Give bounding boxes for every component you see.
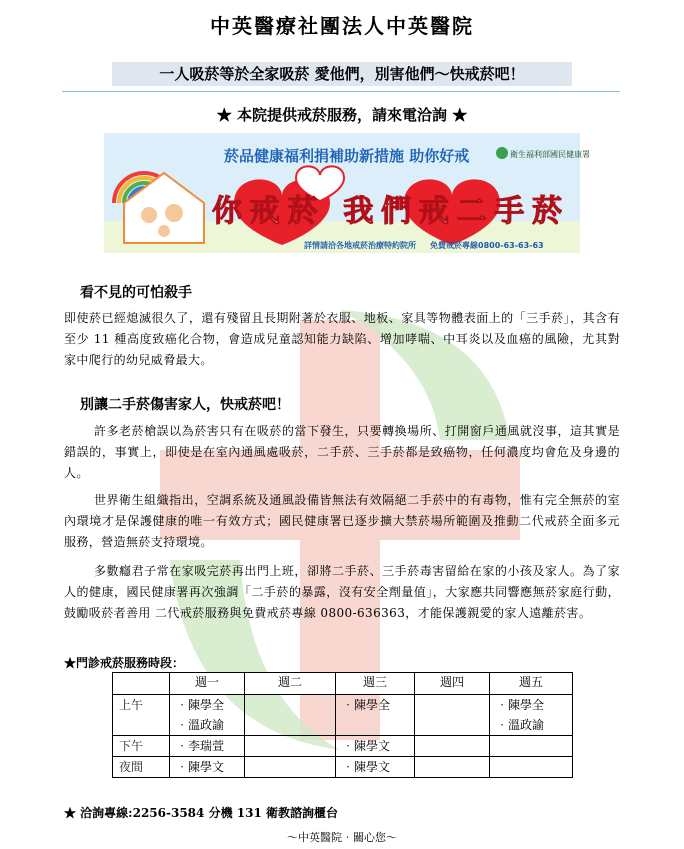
service-line: ★ 本院提供戒菸服務，請來電洽詢 ★ [216,106,468,124]
schedule-header-row [113,673,573,695]
column-header: 週三 [336,673,415,695]
schedule-cell [170,736,245,757]
banner-headline: 菸品健康福利捐補助新措施 助你好戒 [224,147,470,165]
smoking-cessation-banner [104,133,590,253]
paragraph-family: 多數癮君子常在家吸完菸再出門上班，卻將二手菸、三手菸毒害留給在家的小孩及家人。為了家人的健康，國民健康署再次強調「二手菸的暴露，沒有安全劑量值」，大家應共同響應無菸家庭行動，鼓勵吸菸者善用 二代戒菸服務與免費戒菸專線 0800-636363，才能保護親愛的家人遠離菸害。 [64,564,620,620]
schedule-cell [336,757,415,778]
column-header: 週四 [415,673,490,695]
contact-line: ★ 洽詢專線:2256-3584 分機 131 衛教諮詢櫃台 [64,806,338,820]
divider [62,91,620,92]
schedule-cell [415,736,490,757]
schedule-cell [415,695,490,736]
schedule-table [112,672,573,778]
period-label: 下午 [113,736,170,757]
schedule-cell [245,695,336,736]
agency-logo-icon [496,147,508,159]
footer-tagline: ～中英醫院‧關心您～ [287,831,397,844]
banner-details-left: 詳情請洽各地戒菸治療特約院所 [304,241,416,250]
doctor-name: ‧陳學文 [342,739,391,753]
period-label: 夜間 [113,757,170,778]
column-header: 週五 [490,673,573,695]
schedule-cell [490,757,573,778]
schedule-cell [490,736,573,757]
paragraph-misconception: 許多老菸槍誤以為菸害只有在吸菸的當下發生，只要轉換場所、打開窗戶通風就沒事，這其實是錯誤的，事實上，即使是在室內通風處吸菸，二手菸、三手菸都是致癌物，任何濃度均會危及身邊的人。 [64,424,620,480]
schedule-cell [336,736,415,757]
period-label: 上午 [113,695,170,736]
doctor-name: ‧陳學文 [342,760,391,774]
schedule-corner-cell [113,673,170,695]
schedule-cell [490,695,573,736]
schedule-cell [336,695,415,736]
doctor-name: ‧溫政諭 [496,718,545,732]
doctor-name: ‧陳學全 [496,698,545,712]
table-row [113,736,573,757]
table-row [113,757,573,778]
column-header: 週二 [245,673,336,695]
schedule-cell [415,757,490,778]
paragraph-third-hand-smoke: 即使菸已經熄滅很久了，還有殘留且長期附著於衣服、地板、家具等物體表面上的「三手菸」，其含有至少 11 種高度致癌化合物，會造成兒童認知能力缺陷、增加哮喘、中耳炎以及血癌的風險，尤其對家中爬行的幼兒威脅最大。 [64,311,620,367]
agency-name: 衛生福利部國民健康署 [510,150,590,159]
doctor-name: ‧李瑞萱 [176,739,225,753]
schedule-cell [170,695,245,736]
schedule-title: ★門診戒菸服務時段： [64,656,185,670]
schedule-cell [170,757,245,778]
paragraph-who: 世界衛生組織指出，空調系統及通風設備皆無法有效隔絕二手菸中的有毒物，惟有完全無菸的室內環境才是保護健康的唯一有效方式；國民健康署已逐步擴大禁菸場所範圍及推動二代戒菸全面多元服務，營造無菸支持環境。 [64,493,620,549]
section-heading-invisible-killer: 看不見的可怕殺手 [80,285,192,301]
doctor-name: ‧陳學全 [342,698,391,712]
banner-main-slogan: 你戒菸 我們戒二手菸 [212,194,562,229]
slogan-bar: 一人吸菸等於全家吸菸 愛他們，別害他們～快戒菸吧！ [112,62,572,86]
doctor-name: ‧陳學全 [176,698,225,712]
page-title: 中英醫療社團法人中英醫院 [210,14,474,38]
doctor-name: ‧陳學文 [176,760,225,774]
table-row [113,695,573,736]
doctor-name: ‧溫政諭 [176,718,225,732]
schedule-cell [245,736,336,757]
section-heading-quit-smoking: 別讓二手菸傷害家人，快戒菸吧！ [80,397,290,413]
column-header: 週一 [170,673,245,695]
schedule-cell [245,757,336,778]
banner-hotline: 免費戒菸專線0800-63-63-63 [430,241,544,250]
